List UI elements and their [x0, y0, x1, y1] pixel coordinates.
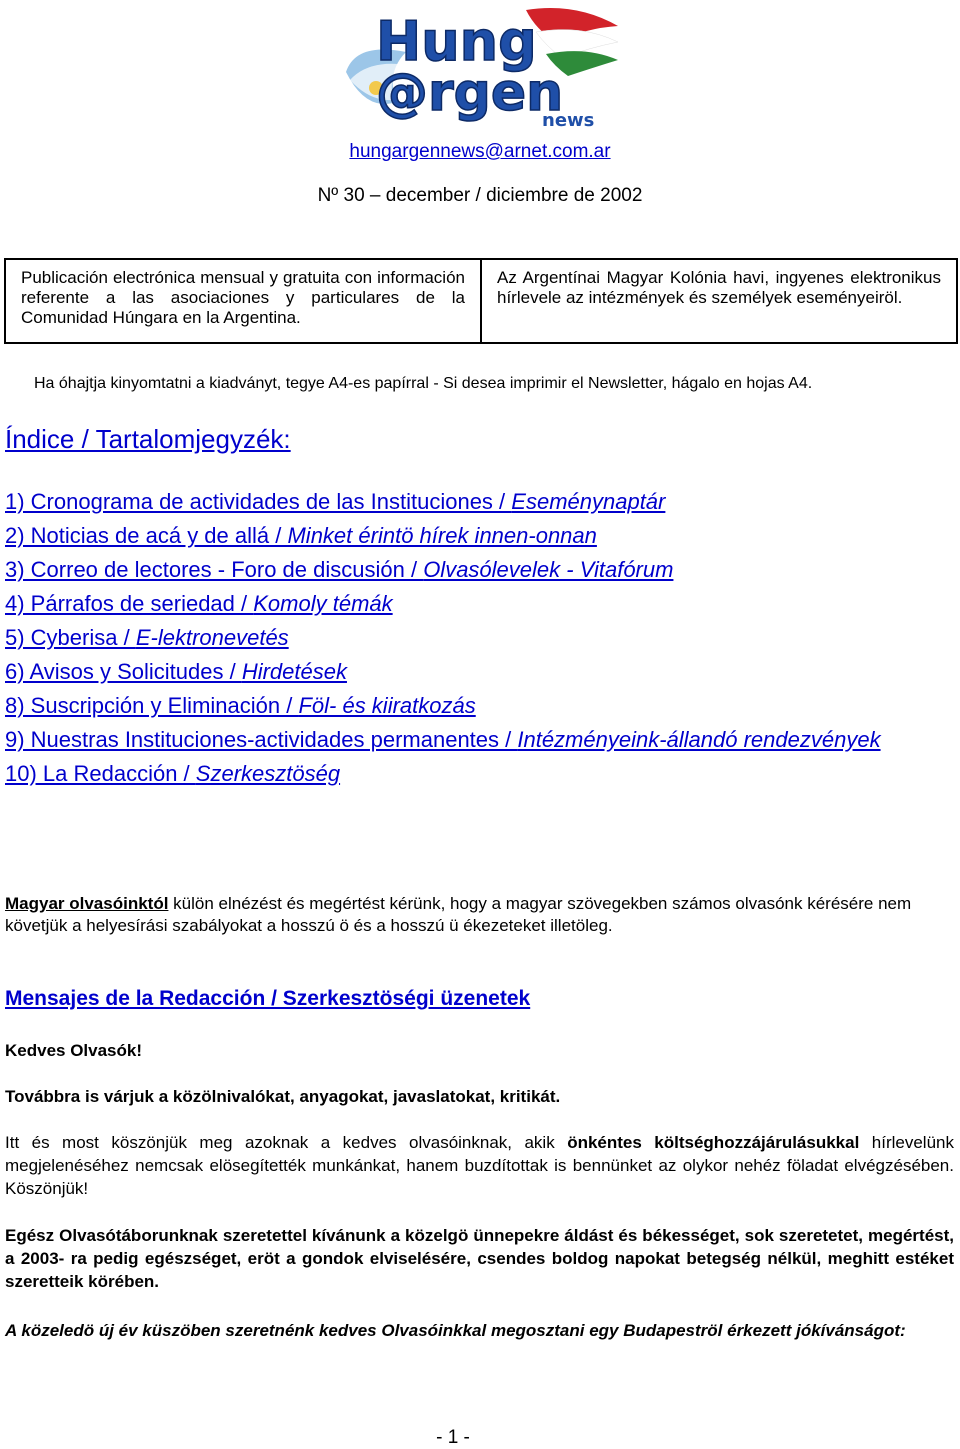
logo-line2: @rgen: [376, 63, 564, 123]
index-item-ads[interactable]: 6) Avisos y Solicitudes / Hirdetések: [5, 659, 347, 684]
index-list: [5, 488, 905, 794]
index-item-calendar[interactable]: 1) Cronograma de actividades de las Instituciones / Eseménynaptár: [5, 489, 666, 514]
index-item-cyberisa[interactable]: 5) Cyberisa / E-lektronevetés: [5, 625, 289, 650]
logo-line1: Hung: [376, 10, 537, 73]
message-paragraph-1: Továbbra is várjuk a közölnivalókat, anyagokat, javaslatokat, kritikát.: [5, 1087, 561, 1106]
page-number: - 1 -: [436, 1427, 470, 1448]
index-item-subscription[interactable]: 8) Suscripción y Eliminación / Föl- és kiiratkozás: [5, 693, 476, 718]
index-item-serious-topics[interactable]: 4) Párrafos de seriedad / Komoly témák: [5, 591, 393, 616]
hungarian-readers-note: [5, 893, 945, 937]
logo-line3: news: [542, 110, 595, 130]
index-item-institutions[interactable]: 9) Nuestras Instituciones-actividades permanentes / Intézményeink-állandó rendezvények: [5, 727, 881, 752]
messages-title-link[interactable]: Mensajes de la Redacción / Szerkesztöségi üzenetek: [5, 987, 531, 1010]
contact-email-link[interactable]: hungargennews@arnet.com.ar: [349, 141, 611, 162]
logo-graphic: [336, 2, 622, 130]
intro-box-hungarian: [480, 258, 958, 344]
index-item-news[interactable]: 2) Noticias de acá y de allá / Minket érintö hírek innen-onnan: [5, 523, 597, 548]
intro-text-spanish: Publicación electrónica mensual y gratuita con información referente a las asociaciones y particulares de la Comunidad Húngara en la Argentina.: [21, 268, 465, 327]
index-item-editorial[interactable]: 10) La Redacción / Szerkesztöség: [5, 761, 341, 786]
intro-box-spanish: [4, 258, 482, 344]
intro-text-hungarian: Az Argentínai Magyar Kolónia havi, ingyenes elektronikus hírlevele az intézmények és személyek eseményeiröl.: [497, 268, 941, 307]
greeting: Kedves Olvasók!: [5, 1041, 143, 1060]
issue-title: Nº 30 – december / diciembre de 2002: [317, 185, 643, 206]
note-lead: Magyar olvasóinktól: [5, 894, 169, 913]
index-title-link[interactable]: Índice / Tartalomjegyzék:: [5, 424, 291, 454]
note-body: külön elnézést és megértést kérünk, hogy a magyar szövegekben számos olvasónk kérésére nem követjük a helyesírási szabályokat a hosszú ö és a hosszú ü ékezeteket illetöleg.: [5, 894, 912, 935]
print-note: Ha óhajtja kinyomtatni a kiadványt, tegye A4-es papírral - Si desea imprimir el Newsletter, hágalo en hojas A4.: [34, 375, 813, 392]
message-paragraph-3: Egész Olvasótáborunknak szeretettel kívánunk a közelgö ünnepekre áldást és békességet, sok szeretetet, megértést, a 2003- ra pedig egészséget, eröt a gondok elviselésére, csendes boldog napokat betegség nélkül, meghitt estéket szeretteik körében.: [5, 1226, 954, 1291]
index-item-readers-mail[interactable]: 3) Correo de lectores - Foro de discusión / Olvasólevelek - Vitafórum: [5, 557, 674, 582]
message-paragraph-2: Itt és most köszönjük meg azoknak a kedves olvasóinknak, akik önkéntes költséghozzájárulásukkal hírlevelünk megjelenéséhez nemcsak elösegítették munkánkat, hanem buzdítottak is bennünket az olykor nehéz föladat elvégzésében. Köszönjük!: [5, 1133, 954, 1198]
message-paragraph-4: A közeledö új év küszöben szeretnénk kedves Olvasóinkkal megosztani egy Budapeströl érkezett jókívánságot:: [5, 1321, 906, 1340]
hungargen-news-logo: [336, 2, 622, 130]
